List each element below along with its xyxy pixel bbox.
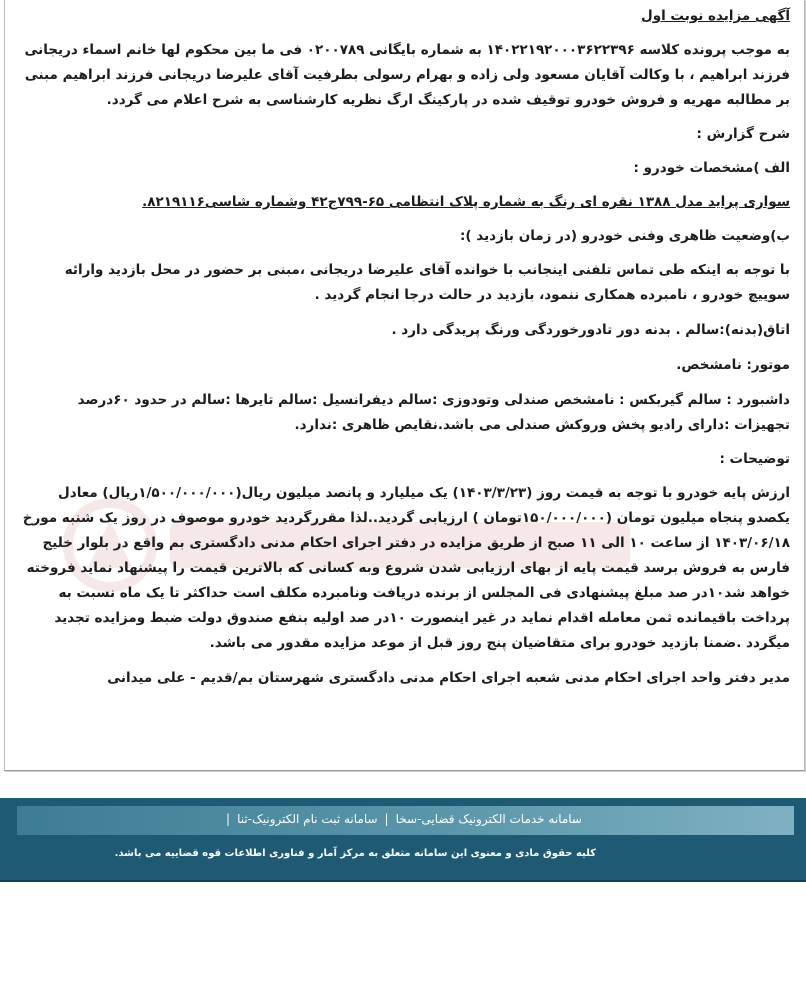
footer-separator: | [226,812,231,826]
site-footer [0,798,806,882]
notice-panel [4,0,805,771]
report-heading: شرح گزارش : [696,126,790,142]
footer-separator: | [384,812,389,826]
vehicle-condition-heading: ب)وضعیت ظاهری وفنی خودرو (در زمان بازدید ): [460,228,790,244]
explanations-heading: توضیحات : [719,451,790,467]
vehicle-dashboard-text: داشبورد : سالم گیربکس : نامشخص صندلی وتودوزی :سالم دیفرانسیل :سالم تایرها :سالم در حدود ۶۰درصد تجهیزات :دارای رادیو پخش وروکش صندلی می باشد.نقایص ظاهری :ندارد. [77,392,790,433]
footer-link-sana[interactable]: سامانه ثبت نام الکترونیک-ثنا [237,812,378,826]
explanations-text: ارزش پایه خودرو با توجه به قیمت روز (۱۴۰۳/۳/۲۳) یک میلیارد و پانصد میلیون ریال(۱/۵۰۰/۰۰۰/۰۰۰ریال) معادل یکصدو پنجاه میلیون تومان (۱۵۰/۰۰۰/۰۰۰تومان ) ارزیابی گردید..لذا مقررگردید خودرو موصوف در روز یک شنبه مورخ ۱۴۰۳/۰۶/۱۸ از ساعت ۱۰ الی ۱۱ صبح از طریق مزایده در دفتر اجرای احکام مدنی دادگستری بم واقع در بلوار خلیج فارس به فروش برسد قیمت پایه از بهای ارزیابی شدن شروع وبه کسانی که بالاترین قیمت را پیشنهاد نماید فروخته خواهد شد۱۰در صد مبلغ پیشنهادی فی المجلس از برنده دریافت ونامبرده مکلف است حداکثر تا یک ماه نسبت به پرداخت باقیمانده ثمن معامله اقدام نماید در غیر اینصورت ۱۰در صد اولیه بنفع صندوق دولت ضبط ومزایده تجدید میگردد .ضمنا بازدید خودرو برای متقاضیان پنج روز قبل از موعد مزایده مقدور می باشد. [22,485,790,651]
notice-document [19,4,790,691]
footer-copyright: کلیه حقوق مادی و معنوی این سامانه متعلق به مرکز آمار و فناوری اطلاعات قوه قضاییه می باشد. [114,848,596,859]
footer-link-sakha[interactable]: سامانه خدمات الکترونیک قضایی-سخا [395,812,582,826]
vehicle-body-text: اتاق(بدنه):سالم . بدنه دور تادورخوردگی ورنگ پریدگی دارد . [391,322,790,338]
vehicle-engine-text: موتور: نامشخص. [676,357,790,373]
footer-links-bar [17,806,794,835]
vehicle-specs-heading: الف )مشخصات خودرو : [633,160,790,176]
notice-title: آگهی مزایده نوبت اول [641,8,790,24]
notice-intro: به موجب پرونده کلاسه ۱۴۰۲۲۱۹۲۰۰۰۳۶۲۲۳۹۶ به شماره بایگانی ۰۲۰۰۷۸۹ فی ما بین محکوم لها خانم اسماء دریجانی فرزند ابراهیم ، با وکالت آقایان مسعود ولی زاده و بهرام رسولی بطرفیت آقای علیرضا دریجانی فرزند ابراهیم مبنی بر مطالبه مهریه و فروش خودرو توقیف شده در پارکینگ ارگ نظریه کارشناسی به شرح اعلام می گردد. [24,42,790,108]
signature: مدیر دفتر واحد اجرای احکام مدنی شعبه اجرای احکام مدنی دادگستری شهرستان بم/قدیم - علی میدانی [107,670,790,686]
vehicle-specs-text: سواری پراید مدل ۱۳۸۸ نقره ای رنگ به شماره پلاک انتظامی ۶۵-۷۹۹ج۴۲ وشماره شاسی۸۲۱۹۱۱۶. [142,194,790,210]
vehicle-condition-text: با توجه به اینکه طی تماس تلفنی اینجانب با خوانده آقای علیرضا دریجانی ،مبنی بر حضور در محل بازدید وارائه سوییچ خودرو ، نامبرده همکاری ننمود، بازدید در حالت درجا انجام گردید . [64,262,790,303]
